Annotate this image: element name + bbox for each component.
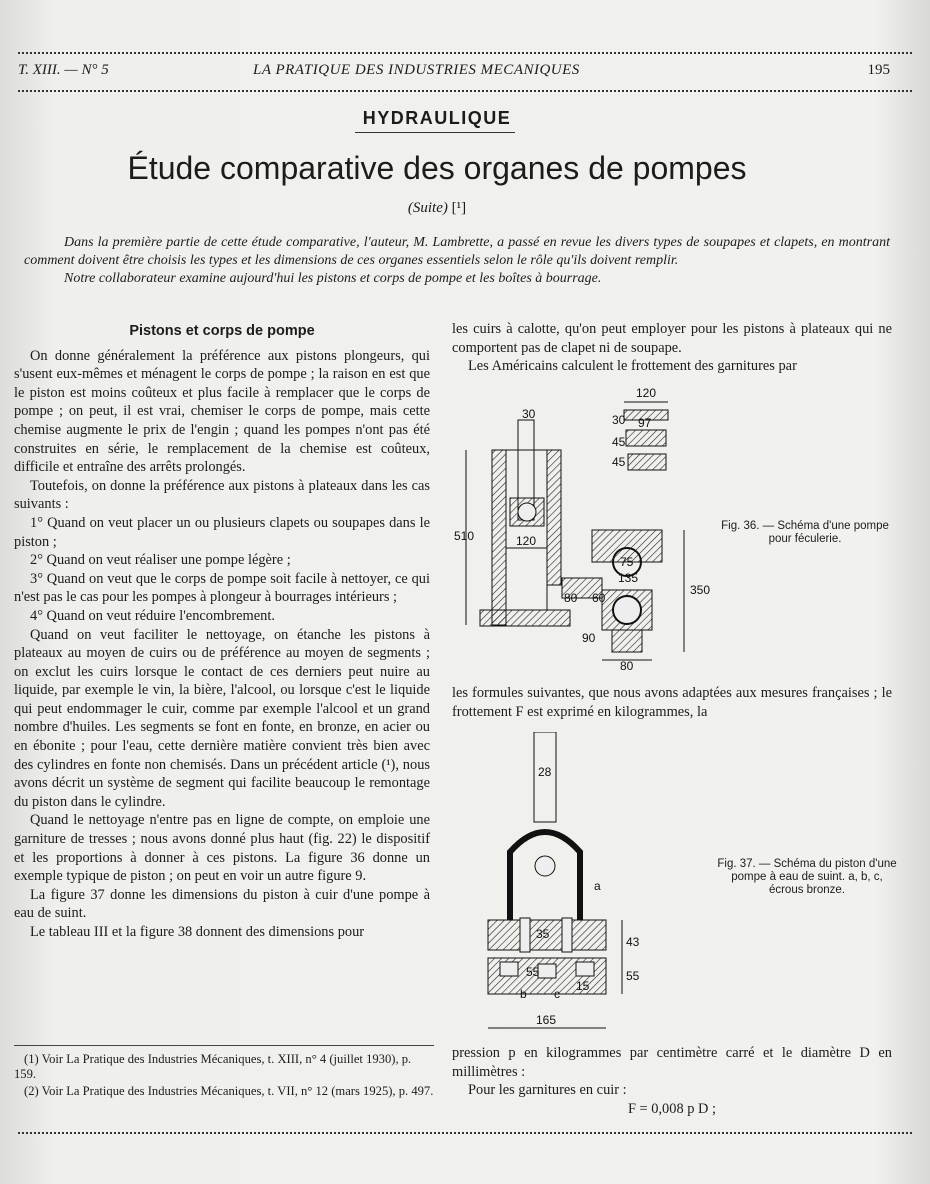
paragraph: Quand on veut faciliter le nettoyage, on étanche les pistons à plateaux au moyen de cuirs ou de préférence au moyen de segments ; on exclut les cuirs lorsque le contact de ces derniers peut nuire au liquide, par exemple le vin, la bière, l'alcool, ou lorsque c'est le liquide qui peut endommager le cuir, comme par exemple l'alcool et un grand nombre d'huiles. Les segments se font en fonte, en bronze, en acier ou en ébonite ; pour l'eau, cette dernière matière convient très bien avec des cylindres en fonte non chemisés. Dans un précédent article (¹), nous avons décrit un système de segment qui facilite beaucoup le remontage du piston dans le cylindre. [14, 626, 430, 810]
right-column-bottom [452, 1044, 892, 1118]
top-dotted-rule [18, 52, 912, 54]
paragraph: La figure 37 donne les dimensions du piston à cuir d'une pompe à eau de suint. [14, 886, 430, 922]
dimension-label: 165 [536, 1013, 557, 1027]
intro-paragraph: Dans la première partie de cette étude comparative, l'auteur, M. Lambrette, a passé en revue les divers types de soupapes et clapets, en montrant comment doivent être choisis les types et les dimensions de ces organes essentiels selon le rôle qu'ils doivent remplir. [24, 235, 890, 268]
figure-36-pump-drawing [452, 380, 712, 670]
footnotes [14, 1052, 434, 1101]
figure-36-caption: Fig. 36. — Schéma d'une pompe pour féculerie. [721, 520, 889, 545]
dimension-label: 120 [636, 386, 657, 400]
page-number: 195 [867, 62, 890, 78]
dimension-label: 80 [564, 591, 578, 605]
paragraph: les cuirs à calotte, qu'on peut employer pour les pistons à plateaux qui ne comportent pas de clapet ni de soupape. [452, 321, 892, 356]
intro-paragraph: Notre collaborateur examine aujourd'hui les pistons et corps de pompe et les boîtes à bourrage. [64, 271, 602, 286]
right-column-top [452, 320, 892, 376]
dimension-label: 510 [454, 529, 475, 543]
paragraph: Quand le nettoyage n'entre pas en ligne de compte, on emploie une garniture de tresses ; nous avons donné plus haut (fig. 22) le dispositif et les proportions à donner à ces pistons. La figure 36 donne un exemple typique de piston ; on peut en voir un autre figure 9. [14, 812, 430, 885]
footnote: (1) Voir La Pratique des Industries Mécaniques, t. XIII, n° 4 (juillet 1930), p. 159. [14, 1052, 412, 1081]
paragraph: Pour les garnitures en cuir : [468, 1082, 627, 1099]
suite-label: (Suite) [407, 200, 448, 216]
paragraph: Le tableau III et la figure 38 donnent des dimensions pour [30, 924, 365, 940]
paragraph: pression p en kilogrammes par centimètre carré et le diamètre D en millimètres : [452, 1045, 892, 1080]
dimension-label: 45 [612, 435, 626, 449]
dimension-label: 90 [582, 631, 596, 645]
list-item: 1° Quand on veut placer un ou plusieurs clapets ou soupapes dans le piston ; [14, 514, 430, 550]
dimension-label: 55 [626, 969, 640, 983]
dimension-label: 35 [536, 927, 550, 941]
article-subtitle [0, 200, 874, 217]
list-item: 3° Quand on veut que le corps de pompe soit facile à nettoyer, ce qui n'est pas le cas pour les pompes à plongeur à bourrages intérieurs ; [14, 570, 430, 606]
list-item: 4° Quand on veut réduire l'encombrement. [30, 607, 275, 624]
dimension-label: 43 [626, 935, 640, 949]
right-column-middle [452, 684, 892, 721]
paragraph: On donne généralement la préférence aux pistons plongeurs, qui s'usent eux-mêmes et ménagent le corps de pompe ; la raison en est que le piston est moins coûteux et plus facile à remplacer que le corps de pompe ; on peut, il est vrai, chemiser le corps de pompe, mais cette chemise augmente le prix de l'engin ; quand les pompes n'ont pas été construites en série, le remplacement de la chemise est coûteux, difficile et entraîne des arrêts prolongés. [14, 347, 430, 476]
footnote-rule [14, 1045, 434, 1046]
dimension-label: 55 [526, 965, 540, 979]
article-title: Étude comparative des organes de pompes [127, 150, 747, 186]
dimension-label: 60 [592, 591, 606, 605]
figure-37-piston-drawing [480, 732, 650, 1038]
dimension-label: c [554, 987, 560, 1001]
dimension-label: 28 [538, 765, 552, 779]
friction-formula: F = 0,008 p D ; [627, 1100, 717, 1117]
dimension-label: 135 [618, 571, 639, 585]
dimension-label: 80 [620, 659, 634, 670]
header-dotted-rule [18, 90, 912, 92]
dimension-label: 350 [690, 583, 711, 597]
section-underline [355, 132, 515, 133]
dimension-label: a [594, 879, 601, 893]
left-column [14, 322, 430, 942]
section-heading: HYDRAULIQUE [362, 108, 512, 128]
dimension-label: 97 [638, 416, 652, 430]
dimension-label: 45 [612, 455, 626, 469]
dimension-label: b [520, 987, 527, 1001]
dimension-label: 15 [576, 979, 590, 993]
dimension-label: 75 [620, 555, 634, 569]
dimension-label: 30 [612, 413, 626, 427]
journal-title: LA PRATIQUE DES INDUSTRIES MECANIQUES [253, 62, 580, 78]
footnote-marker: [¹] [451, 200, 467, 216]
paragraph: les formules suivantes, que nous avons adaptées aux mesures françaises ; le frottement F est exprimé en kilogrammes, la [452, 685, 892, 720]
subsection-heading: Pistons et corps de pompe [129, 323, 315, 339]
dimension-label: 120 [516, 534, 537, 548]
bottom-dotted-rule [18, 1132, 912, 1134]
paragraph: Toutefois, on donne la préférence aux pistons à plateaux dans les cas suivants : [14, 477, 430, 513]
figure-37-caption: Fig. 37. — Schéma du piston d'une pompe à eau de suint. a, b, c, écrous bronze. [717, 858, 897, 896]
volume-number: T. XIII. — N° 5 [18, 62, 109, 78]
paragraph: Les Américains calculent le frottement des garnitures par [468, 358, 797, 375]
footnote: (2) Voir La Pratique des Industries Mécaniques, t. VII, n° 12 (mars 1925), p. 497. [24, 1084, 434, 1098]
intro [24, 234, 890, 288]
dimension-label: 30 [522, 407, 536, 421]
list-item: 2° Quand on veut réaliser une pompe légère ; [30, 552, 291, 569]
